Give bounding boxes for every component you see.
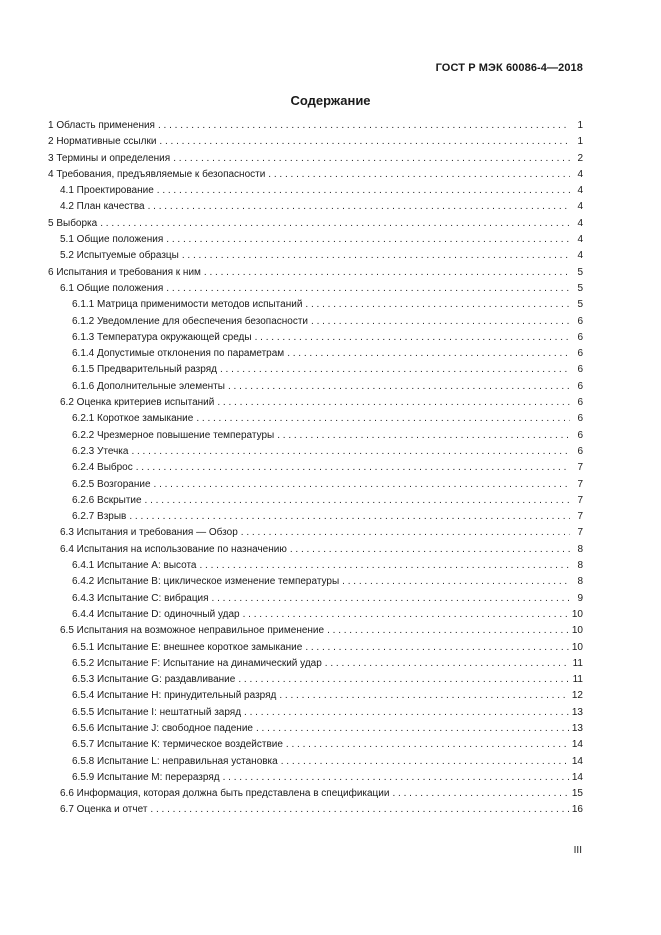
toc-entry-label: 6.5.9 Испытание М: переразряд [72, 771, 220, 783]
toc-entry-label: 4.2 План качества [60, 201, 145, 213]
toc-entry[interactable] [48, 511, 583, 527]
toc-entry[interactable] [48, 267, 583, 283]
toc-entry[interactable] [48, 560, 583, 576]
toc-entry[interactable] [48, 169, 583, 185]
toc-entry[interactable] [48, 527, 583, 543]
toc-leader-dots [220, 364, 570, 375]
toc-leader-dots [256, 723, 569, 734]
toc-entry-page: 6 [577, 397, 583, 409]
toc-entry-page: 7 [577, 494, 583, 506]
toc-entry-label: 6.5 Испытания на возможное неправильное применение [60, 625, 325, 637]
toc-entry-page: 6 [577, 348, 583, 360]
toc-leader-dots [342, 576, 570, 587]
toc-leader-dots [166, 234, 570, 245]
toc-entry-label: 6.5.3 Испытание G: раздавливание [72, 674, 236, 686]
toc-entry-label: 6.5.2 Испытание F: Испытание на динамический удар [72, 657, 322, 669]
toc-leader-dots [255, 332, 570, 343]
toc-entry[interactable] [48, 430, 583, 446]
toc-entry-page: 6 [577, 445, 583, 457]
toc-entry-label: 6.4.4 Испытание D: одиночный удар [72, 608, 240, 620]
toc-leader-dots [212, 593, 570, 604]
toc-leader-dots [131, 446, 570, 457]
toc-leader-dots [136, 462, 570, 473]
toc-entry-label: 4.1 Проектирование [60, 185, 154, 197]
toc-entry-label: 6.6 Информация, которая должна быть представлена в спецификации [60, 788, 390, 800]
toc-entry-label: 6.4 Испытания на использование по назначению [60, 543, 287, 555]
toc-entry[interactable] [48, 397, 583, 413]
toc-entry[interactable] [48, 381, 583, 397]
toc-entry-label: 6.4.2 Испытание В: циклическое изменение температуры [72, 576, 340, 588]
toc-entry-label: 3 Термины и определения [48, 152, 171, 164]
toc-entry-label: 6.5.4 Испытание Н: принудительный разряд [72, 690, 277, 702]
toc-entry-page: 16 [571, 804, 583, 816]
toc-entry-page: 6 [577, 413, 583, 425]
toc-entry-page: 6 [577, 331, 583, 343]
toc-entry[interactable] [48, 544, 583, 560]
toc-entry-label: 5.2 Испытуемые образцы [60, 250, 179, 262]
toc-entry-page: 11 [572, 674, 583, 686]
toc-entry-label: 1 Область применения [48, 120, 155, 131]
toc-entry-label: 6.2.5 Возгорание [72, 478, 151, 490]
toc-leader-dots [241, 527, 570, 538]
toc-entry[interactable] [48, 413, 583, 429]
toc-entry[interactable] [48, 462, 583, 478]
toc-leader-dots [166, 283, 570, 294]
toc-entry[interactable] [48, 218, 583, 234]
toc-entry-page: 6 [577, 364, 583, 376]
toc-leader-dots [244, 707, 569, 718]
toc-leader-dots [287, 348, 570, 359]
toc-leader-dots [150, 804, 568, 815]
toc-entry-page: 8 [577, 543, 583, 555]
toc-leader-dots [223, 772, 569, 783]
toc-entry[interactable] [48, 642, 583, 658]
toc-entry[interactable] [48, 153, 583, 169]
toc-entry-page: 14 [571, 771, 583, 783]
toc-entry-label: 6.1.1 Матрица применимости методов испытаний [72, 299, 303, 311]
toc-entry-label: 5 Выборка [48, 217, 98, 229]
toc-entry[interactable] [48, 788, 583, 804]
toc-leader-dots [325, 658, 570, 669]
toc-entry-page: 10 [571, 641, 583, 653]
toc-entry[interactable] [48, 250, 583, 266]
toc-leader-dots [279, 690, 569, 701]
toc-entry-label: 6.2.1 Короткое замыкание [72, 413, 194, 425]
toc-leader-dots [129, 511, 570, 522]
toc-entry-label: 6.2.7 Взрыв [72, 511, 127, 523]
toc-entry[interactable] [48, 739, 583, 755]
toc-leader-dots [268, 169, 570, 180]
toc-entry-page: 4 [577, 168, 583, 180]
toc-entry-label: 6.4.1 Испытание А: высота [72, 560, 197, 572]
toc-entry-label: 6.2.4 Выброс [72, 462, 133, 474]
toc-entry[interactable] [48, 707, 583, 723]
toc-entry-page: 6 [577, 315, 583, 327]
toc-entry[interactable] [48, 120, 583, 136]
toc-leader-dots [392, 788, 568, 799]
toc-entry-label: 6.1.4 Допустимые отклонения по параметрам [72, 348, 285, 360]
toc-entry-page: 1 [577, 120, 583, 131]
toc-entry[interactable] [48, 316, 583, 332]
toc-entry-page: 10 [571, 625, 583, 637]
toc-entry-label: 6.5.8 Испытание L: неправильная установка [72, 755, 278, 767]
toc-entry-page: 13 [571, 722, 583, 734]
toc-leader-dots [290, 544, 570, 555]
toc-entry-label: 6.1.2 Уведомление для обеспечения безопасности [72, 315, 309, 327]
toc-entry-label: 6.2 Оценка критериев испытаний [60, 397, 215, 409]
toc-leader-dots [305, 642, 569, 653]
toc-entry-page: 10 [571, 608, 583, 620]
toc-entry-label: 6.5.1 Испытание Е: внешнее короткое замыкание [72, 641, 303, 653]
toc-leader-dots [305, 299, 570, 310]
toc-leader-dots [286, 739, 569, 750]
toc-entry[interactable] [48, 593, 583, 609]
toc-leader-dots [173, 153, 570, 164]
toc-entry-label: 6.1.5 Предварительный разряд [72, 364, 217, 376]
toc-entry-page: 15 [571, 788, 583, 800]
page-number: III [573, 845, 582, 856]
toc-entry-label: 6.5.7 Испытание К: термическое воздействие [72, 739, 283, 751]
toc-entry[interactable] [48, 658, 583, 674]
toc-entry-label: 6.1 Общие положения [60, 282, 164, 294]
toc-entry[interactable] [48, 804, 583, 820]
toc-entry-page: 4 [577, 234, 583, 246]
toc-entry[interactable] [48, 185, 583, 201]
toc-entry[interactable] [48, 772, 583, 788]
toc-entry-page: 9 [577, 592, 583, 604]
toc-entry[interactable] [48, 201, 583, 217]
toc-entry-page: 4 [577, 250, 583, 262]
toc-leader-dots [217, 397, 570, 408]
toc-entry-page: 7 [577, 511, 583, 523]
toc-entry-label: 6.3 Испытания и требования — Обзор [60, 527, 238, 539]
toc-entry-label: 6.2.2 Чрезмерное повышение температуры [72, 429, 275, 441]
toc-entry[interactable] [48, 348, 583, 364]
document-id-header: ГОСТ Р МЭК 60086-4—2018 [435, 62, 583, 74]
toc-entry-page: 5 [577, 266, 583, 278]
toc-leader-dots [159, 136, 570, 147]
toc-leader-dots [311, 316, 570, 327]
toc-leader-dots [182, 250, 570, 261]
toc-entry-page: 4 [577, 185, 583, 197]
toc-entry[interactable] [48, 625, 583, 641]
toc-leader-dots [238, 674, 569, 685]
toc-entry-page: 6 [577, 429, 583, 441]
toc-entry-label: 4 Требования, предъявляемые к безопасности [48, 168, 266, 180]
toc-entry-page: 4 [577, 201, 583, 213]
toc-entry-label: 6.4.3 Испытание С: вибрация [72, 592, 209, 604]
toc-entry-page: 5 [577, 299, 583, 311]
toc-entry-page: 12 [571, 690, 583, 702]
toc-entry-label: 6.7 Оценка и отчет [60, 804, 148, 816]
toc-entry-page: 8 [577, 560, 583, 572]
toc-entry-label: 6.2.6 Вскрытие [72, 494, 142, 506]
page-title: Содержание [290, 93, 371, 108]
toc-leader-dots [204, 267, 570, 278]
toc-entry-page: 14 [571, 739, 583, 751]
toc-entry[interactable] [48, 723, 583, 739]
toc-leader-dots [243, 609, 569, 620]
toc-entry-label: 2 Нормативные ссылки [48, 136, 157, 148]
toc-entry-page: 5 [577, 282, 583, 294]
toc-leader-dots [100, 218, 570, 229]
toc-entry[interactable] [48, 446, 583, 462]
toc-entry[interactable] [48, 234, 583, 250]
toc-entry-label: 6.5.5 Испытание I: нештатный заряд [72, 706, 242, 718]
toc-entry[interactable] [48, 283, 583, 299]
toc-entry-page: 2 [577, 152, 583, 164]
toc-leader-dots [154, 479, 570, 490]
toc-entry-page: 11 [572, 657, 583, 669]
toc-entry-page: 8 [577, 576, 583, 588]
toc-entry-page: 6 [577, 380, 583, 392]
table-of-contents [48, 120, 583, 821]
toc-entry-label: 6.1.3 Температура окружающей среды [72, 331, 252, 343]
toc-leader-dots [158, 120, 570, 131]
toc-leader-dots [327, 625, 569, 636]
toc-entry-label: 6.2.3 Утечка [72, 445, 129, 457]
toc-entry-page: 13 [571, 706, 583, 718]
toc-entry[interactable] [48, 299, 583, 315]
toc-leader-dots [157, 185, 570, 196]
toc-entry-page: 1 [577, 136, 583, 148]
toc-leader-dots [277, 430, 570, 441]
toc-leader-dots [148, 201, 570, 212]
toc-entry[interactable] [48, 479, 583, 495]
toc-entry-label: 6.1.6 Дополнительные элементы [72, 380, 225, 392]
toc-entry[interactable] [48, 609, 583, 625]
toc-leader-dots [145, 495, 570, 506]
toc-entry-label: 6 Испытания и требования к ним [48, 266, 201, 278]
toc-entry[interactable] [48, 576, 583, 592]
toc-leader-dots [228, 381, 570, 392]
toc-entry[interactable] [48, 690, 583, 706]
toc-entry-page: 7 [577, 527, 583, 539]
toc-entry-page: 7 [577, 478, 583, 490]
toc-entry-page: 7 [577, 462, 583, 474]
toc-entry-page: 14 [571, 755, 583, 767]
toc-leader-dots [281, 756, 569, 767]
toc-leader-dots [200, 560, 571, 571]
toc-entry[interactable] [48, 364, 583, 380]
toc-entry[interactable] [48, 136, 583, 152]
toc-entry-page: 4 [577, 217, 583, 229]
toc-entry[interactable] [48, 756, 583, 772]
toc-entry[interactable] [48, 495, 583, 511]
toc-entry[interactable] [48, 674, 583, 690]
toc-entry[interactable] [48, 332, 583, 348]
toc-leader-dots [196, 413, 570, 424]
toc-entry-label: 5.1 Общие положения [60, 234, 164, 246]
toc-entry-label: 6.5.6 Испытание J: свободное падение [72, 722, 253, 734]
